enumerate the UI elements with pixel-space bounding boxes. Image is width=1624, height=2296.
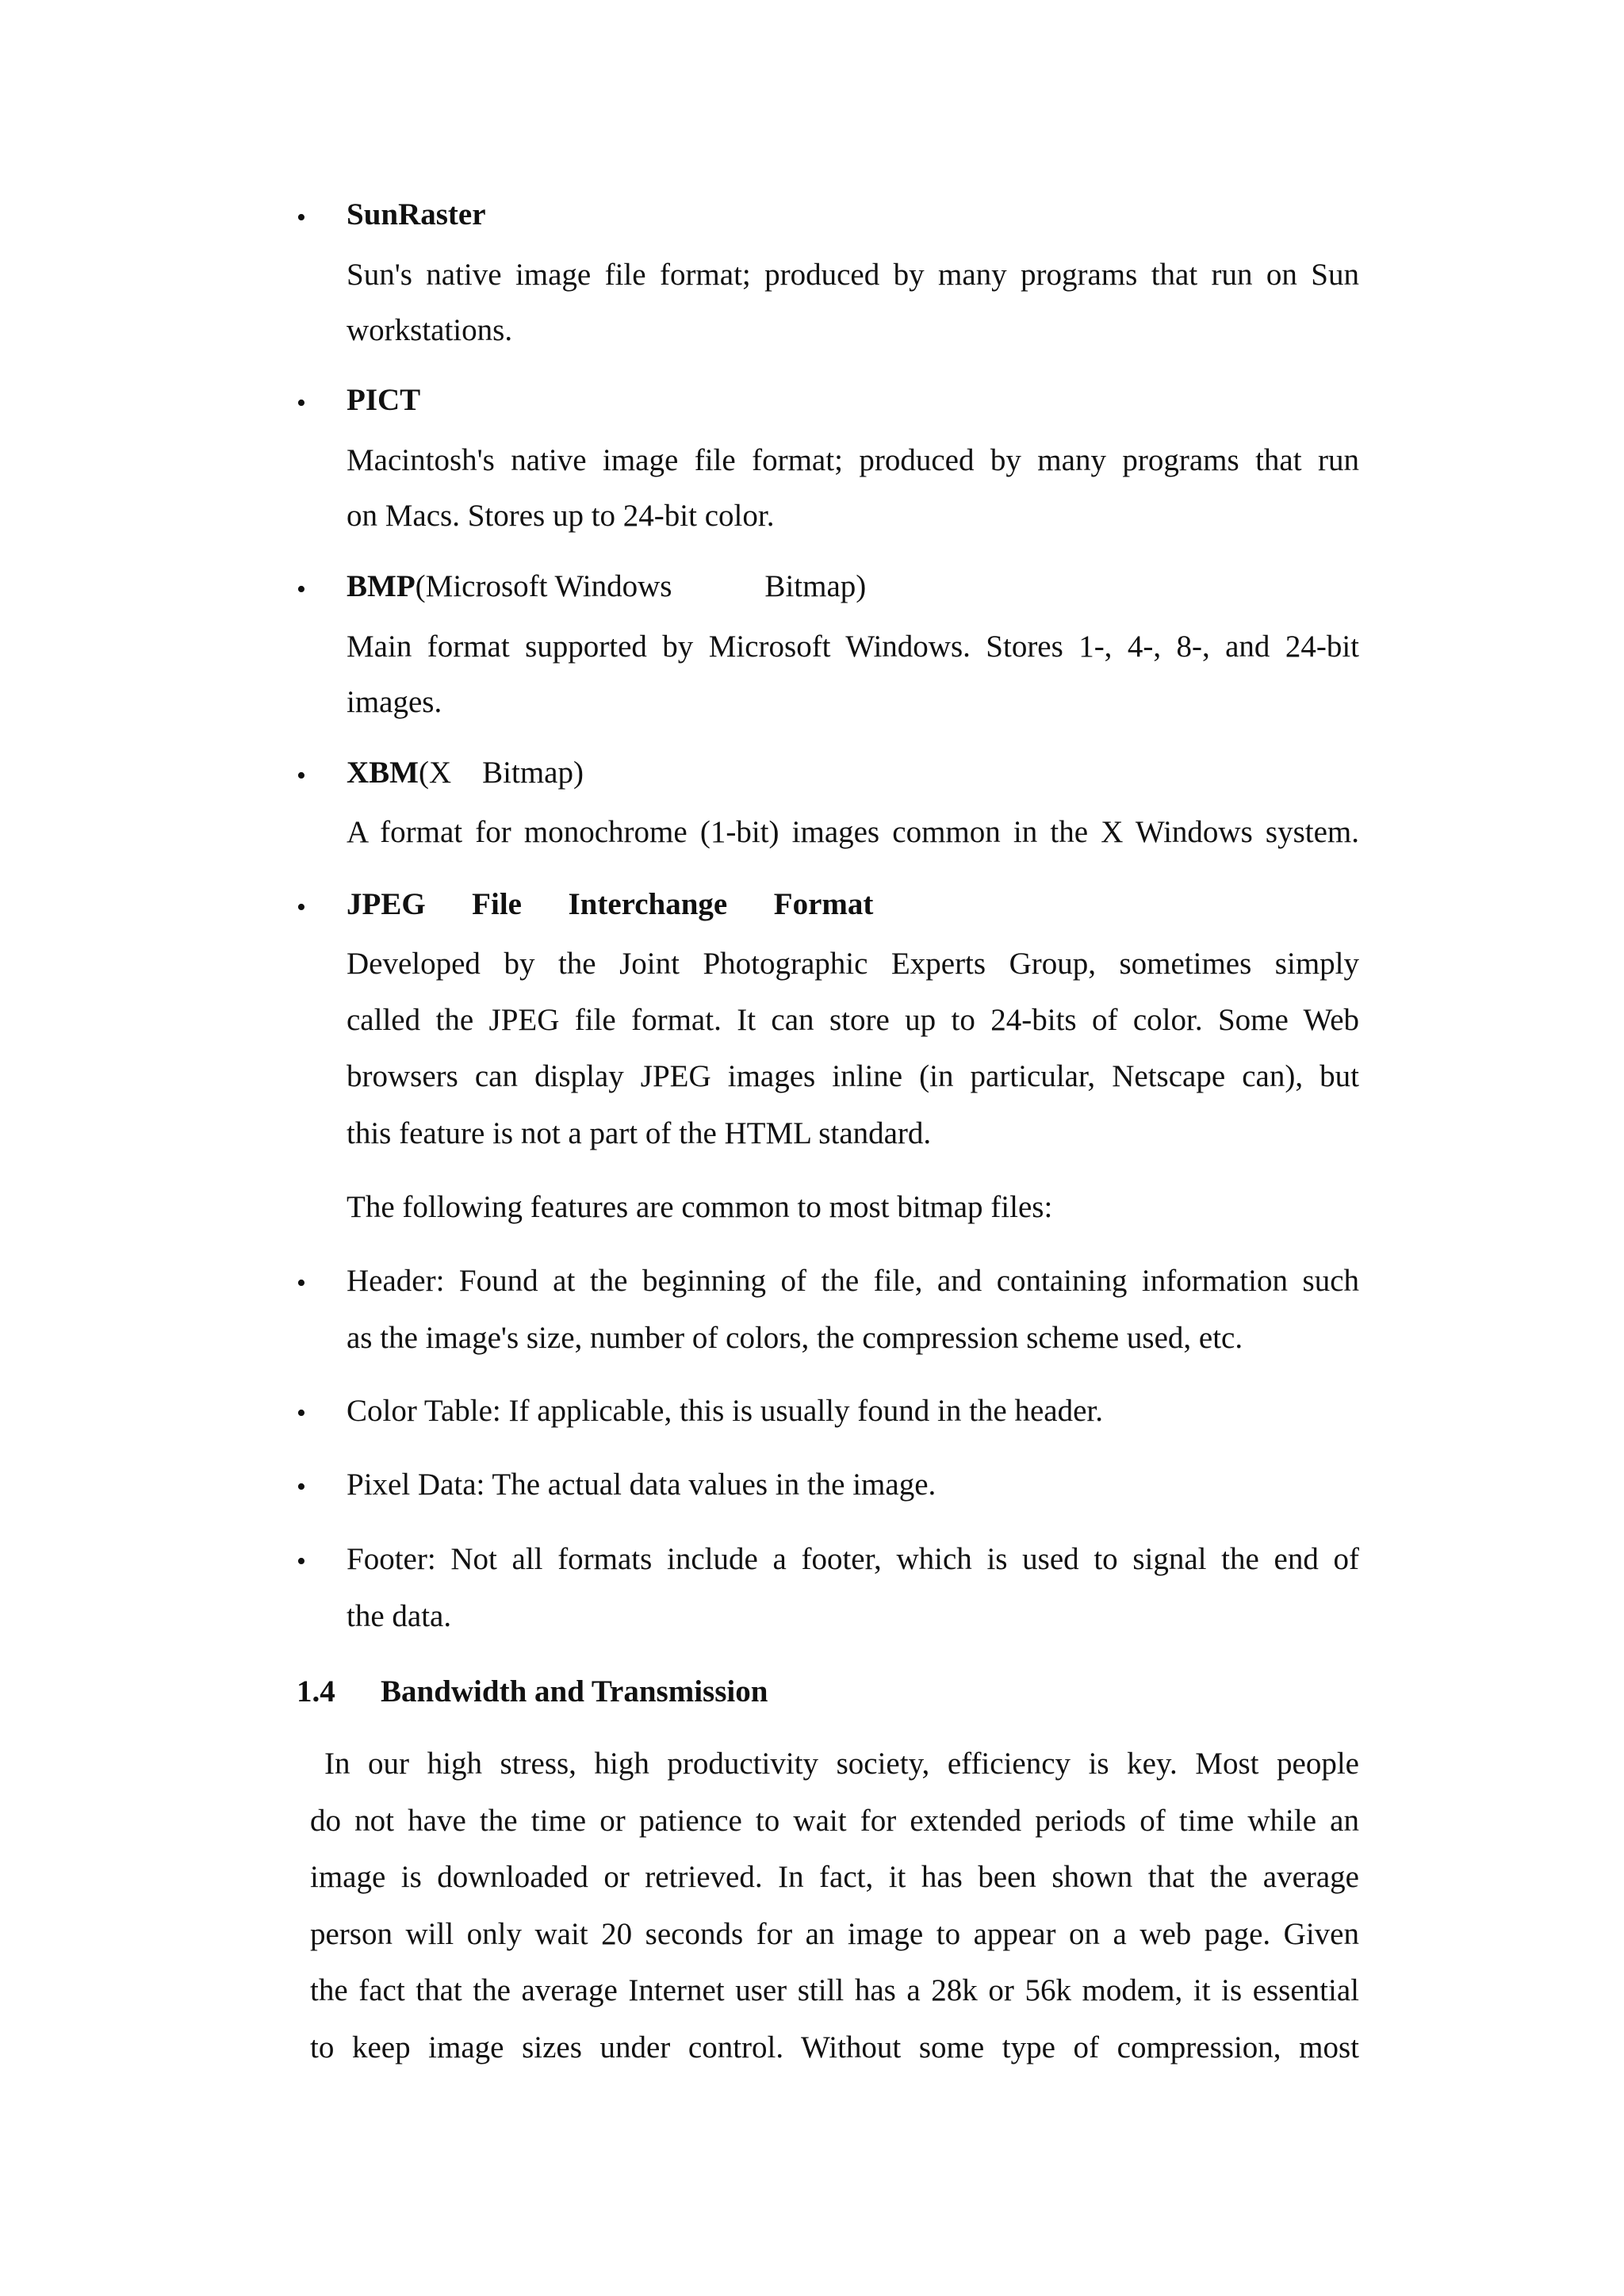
feature-item-header-continued: as the image's size, number of colors, the compression scheme used, etc. bbox=[347, 1321, 1243, 1355]
feature-item-footer: Footer: Not all formats include a footer, which is used to signal the end of bbox=[347, 1542, 1359, 1576]
feature-item-header: Header: Found at the beginning of the file, and containing information such bbox=[347, 1264, 1359, 1298]
format-term-xbm: XBM(X Bitmap) bbox=[347, 756, 584, 790]
features-intro: The following features are common to most bitmap files: bbox=[347, 1190, 1053, 1224]
paragraph-line: In our high stress, high productivity society, efficiency is key. Most people bbox=[324, 1747, 1359, 1781]
feature-item-footer-continued: the data. bbox=[347, 1599, 452, 1633]
format-description-line: A format for monochrome (1-bit) images common in the X Windows system. bbox=[347, 815, 1359, 849]
format-term-pict: PICT bbox=[347, 383, 421, 417]
paragraph-line: to keep image sizes under control. Without some type of compression, most bbox=[310, 2030, 1359, 2064]
bullet-icon: • bbox=[297, 1547, 306, 1576]
section-number: 1.4 bbox=[297, 1674, 335, 1709]
bullet-icon: • bbox=[297, 575, 306, 604]
bullet-icon: • bbox=[297, 761, 306, 790]
bullet-icon: • bbox=[297, 388, 306, 418]
format-description-line: Main format supported by Microsoft Windows. Stores 1-, 4-, 8-, and 24-bit bbox=[347, 629, 1359, 664]
format-description-line: Macintosh's native image file format; produced by many programs that run bbox=[347, 443, 1359, 477]
paragraph-line: do not have the time or patience to wait for extended periods of time while an bbox=[310, 1804, 1359, 1838]
paragraph-line: image is downloaded or retrieved. In fact, it has been shown that the average bbox=[310, 1860, 1359, 1894]
feature-item-color-table: Color Table: If applicable, this is usually found in the header. bbox=[347, 1394, 1103, 1428]
bullet-icon: • bbox=[297, 1472, 306, 1502]
format-description-line: Developed by the Joint Photographic Experts Group, sometimes simply bbox=[347, 947, 1359, 981]
feature-item-pixel-data: Pixel Data: The actual data values in the image. bbox=[347, 1468, 936, 1502]
section-heading bbox=[297, 1674, 768, 1709]
format-description-line: Sun's native image file format; produced by many programs that run on Sun bbox=[347, 258, 1359, 292]
section-title: Bandwidth and Transmission bbox=[381, 1674, 768, 1709]
bullet-icon: • bbox=[297, 203, 306, 232]
bullet-icon: • bbox=[297, 1269, 306, 1298]
format-term-jpeg: JPEG File Interchange Format bbox=[347, 887, 874, 921]
format-description-line: on Macs. Stores up to 24-bit color. bbox=[347, 499, 775, 533]
format-description-line: workstations. bbox=[347, 313, 513, 347]
format-term-sunraster: SunRaster bbox=[347, 197, 486, 232]
format-description-line: this feature is not a part of the HTML standard. bbox=[347, 1116, 932, 1150]
format-description-line: browsers can display JPEG images inline (in particular, Netscape can), but bbox=[347, 1059, 1359, 1093]
paragraph-line: person will only wait 20 seconds for an image to appear on a web page. Given bbox=[310, 1917, 1359, 1951]
bullet-icon: • bbox=[297, 893, 306, 922]
format-description-line: called the JPEG file format. It can store up to 24-bits of color. Some Web bbox=[347, 1003, 1359, 1037]
format-term-bmp: BMP(Microsoft Windows Bitmap) bbox=[347, 569, 867, 603]
bullet-icon: • bbox=[297, 1399, 306, 1428]
format-description-line: images. bbox=[347, 685, 442, 719]
paragraph-line: the fact that the average Internet user still has a 28k or 56k modem, it is essential bbox=[310, 1973, 1359, 2007]
